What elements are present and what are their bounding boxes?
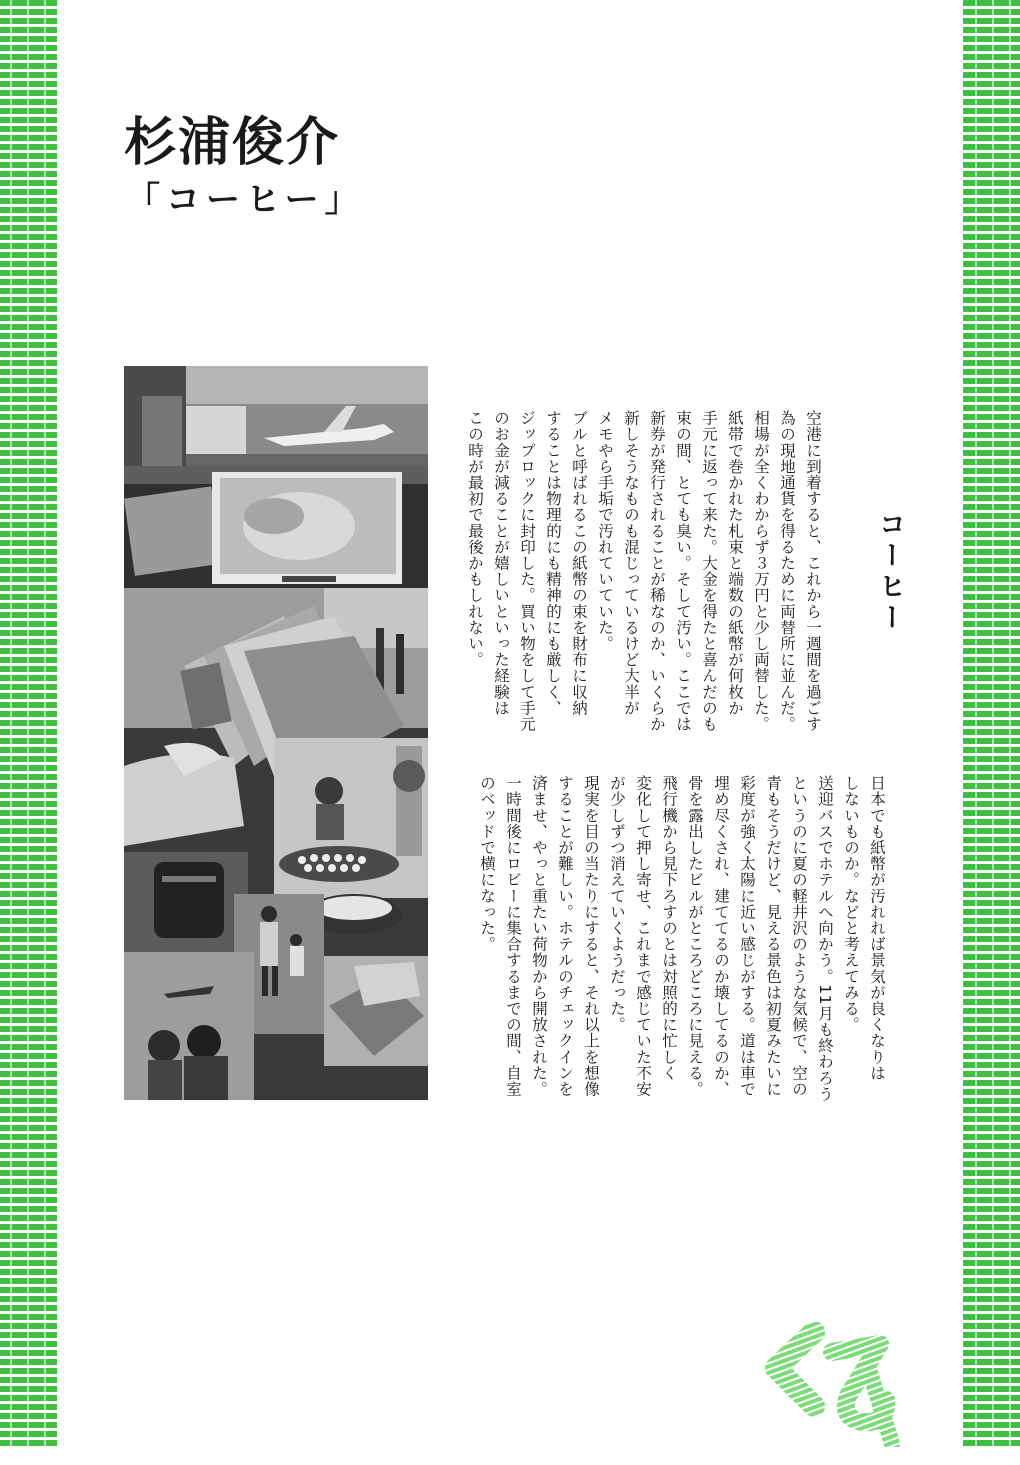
body-line: 新券が発行されることが稀なのか、いくらか	[648, 410, 666, 732]
body-line: 青もそうだけど、見える景色は初夏みたいに	[764, 775, 782, 1097]
coffee-ceremony-photo	[274, 738, 428, 898]
body-line: 空港に到着すると、これから一週間を過ごす	[804, 410, 822, 732]
body-line: することが難しい。ホテルのチェックインを	[556, 775, 574, 1097]
body-line: 送迎バスでホテルへ向かう。11月も終わろう	[816, 775, 834, 1102]
body-line: 紙帯で巻かれた札束と端数の紙幣が何枚か	[726, 410, 744, 716]
map-photo	[124, 472, 428, 596]
body-line: しないものか。などと考えてみる。	[842, 775, 860, 1033]
body-line: 相場が全くわからず３万円と少し両替した。	[752, 410, 770, 732]
gumi-logo	[762, 1322, 902, 1447]
backpack-photo	[124, 852, 248, 952]
body-line: ブルと呼ばれるこの紙幣の束を財布に収納	[570, 410, 588, 716]
right-stripe-border	[963, 0, 1020, 1447]
sacks-photo	[324, 956, 428, 1066]
body-line: 骨を露出したビルがところどころに見える。	[686, 775, 704, 1097]
body-line: 現実を目の当たりにすると、それ以上を想像	[582, 775, 600, 1097]
body-line: 済ませ、やっと重たい荷物から開放された。	[530, 775, 548, 1097]
river-photo	[124, 952, 254, 1100]
body-line: この時が最初で最後かもしれない。	[466, 410, 484, 668]
body-line: 日本でも紙幣が汚れれば景気が良くなりは	[868, 775, 886, 1081]
body-line: メモやら手垢で汚れていていた。	[596, 410, 614, 652]
section-heading: コーヒー	[874, 510, 905, 634]
body-line: 彩度が強く太陽に近い感じがする。道は車で	[738, 775, 756, 1097]
body-line: 手元に返って来た。大金を得たと喜んだのも	[700, 410, 718, 732]
body-line: 一時間後にロビーに集合するまでの間、自室	[504, 775, 522, 1097]
body-line: 新しそうなものも混じっているけど大半が	[622, 410, 640, 716]
body-line: 飛行機から見下ろすのとは対照的に忙しく	[660, 775, 678, 1081]
body-line: 埋め尽くされ、建ててるのか壊してるのか、	[712, 775, 730, 1097]
body-line: というのに夏の軽井沢のような気候で、空の	[790, 775, 808, 1097]
body-line: することは物理的にも精神的にも厳しく、	[544, 410, 562, 716]
left-stripe-border	[0, 0, 57, 1447]
body-line: 変化して押し寄せ、これまで感じていた不安	[634, 775, 652, 1097]
body-line: 為の現地通貨を得るために両替所に並んだ。	[778, 410, 796, 732]
body-line: 束の間、とても臭い。そして汚い。ここでは	[674, 410, 692, 732]
body-line: のベッドで横になった。	[478, 775, 496, 953]
body-line: ジップロックに封印した。買い物をして手元	[518, 410, 536, 732]
body-line: のお金が減ることが嬉しいといった経験は	[492, 410, 510, 716]
body-line: が少しずつ消えていくようだった。	[608, 775, 626, 1033]
author-name: 杉浦俊介	[124, 113, 341, 173]
photo-collage	[124, 366, 428, 1100]
article-title: 「コーヒー」	[126, 180, 365, 220]
